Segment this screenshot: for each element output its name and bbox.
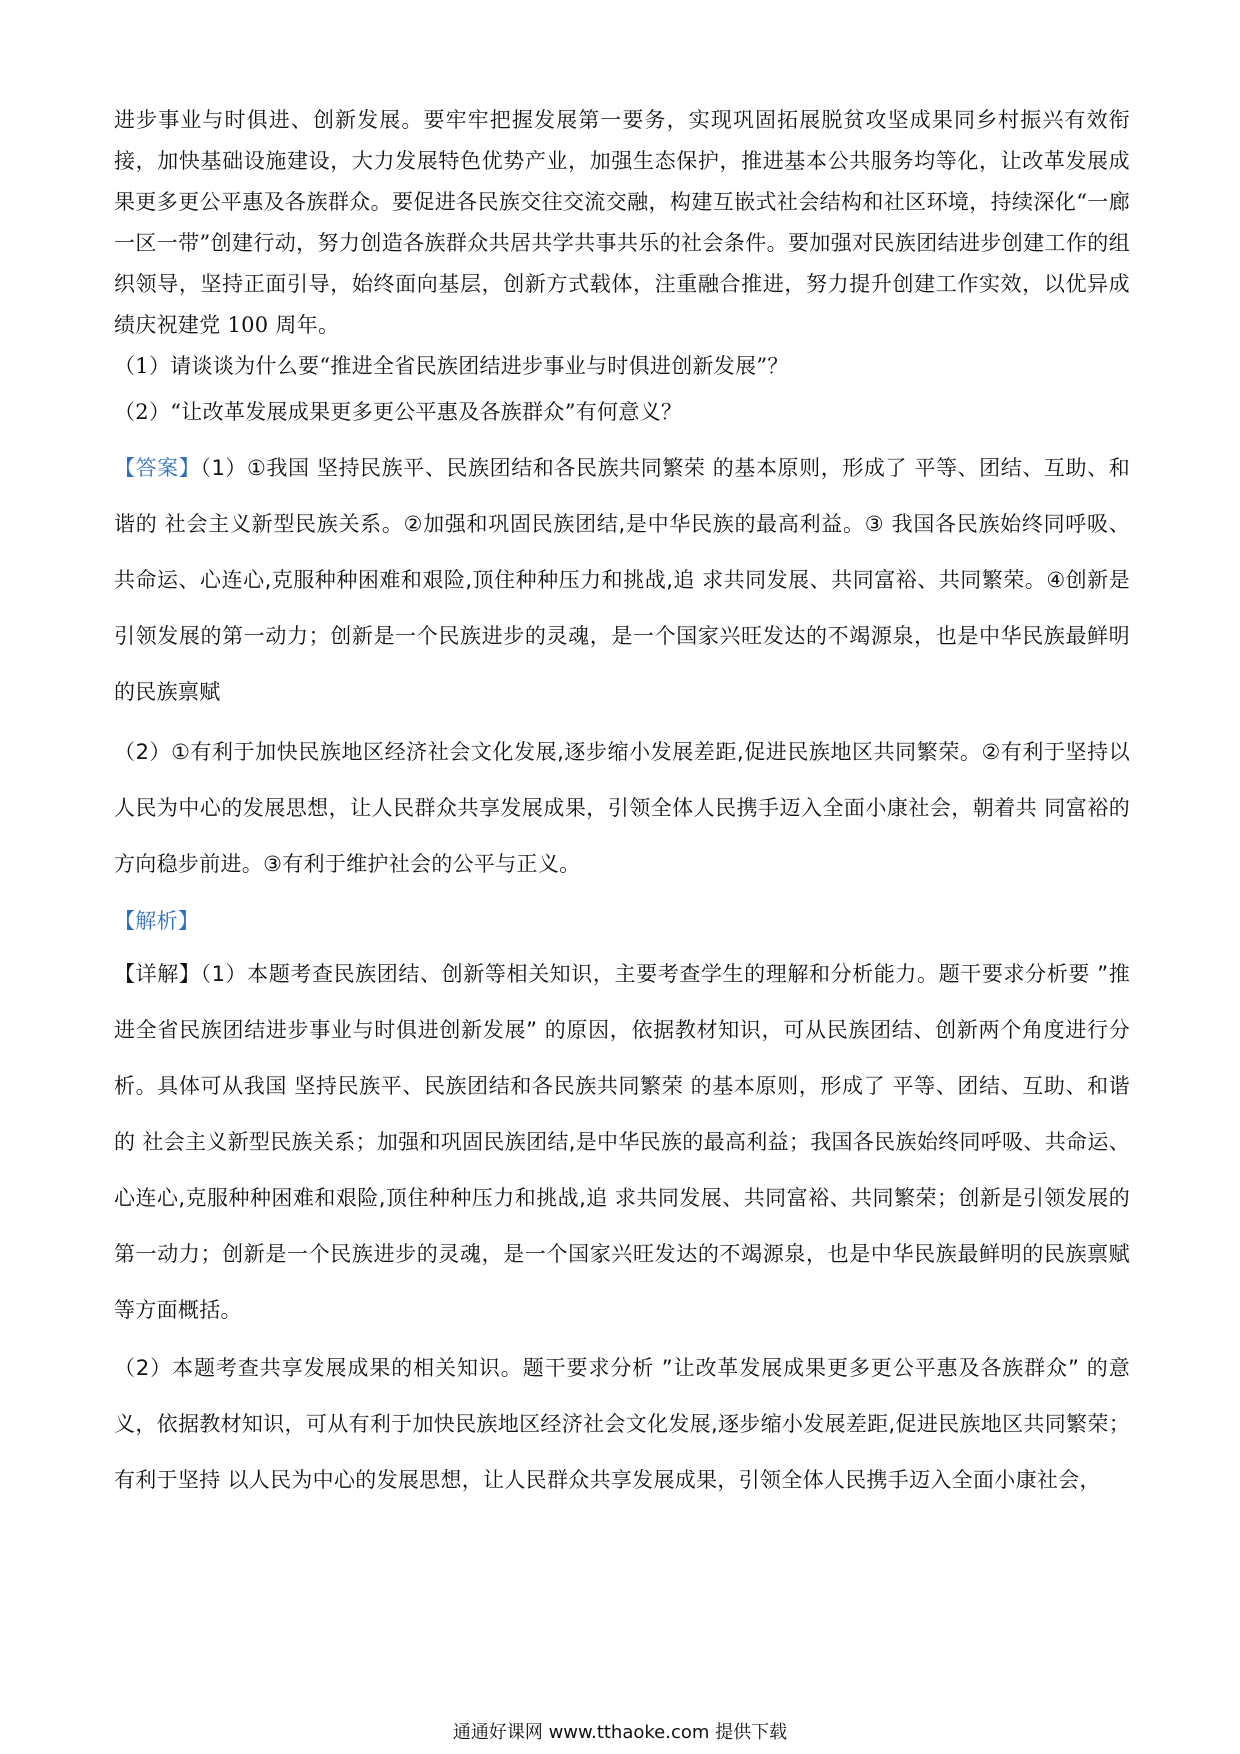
question-stem: 进步事业与时俱进、创新发展。要牢牢把握发展第一要务，实现巩固拓展脱贫攻坚成果同乡村振兴有效衔接，加快基础设施建设，大力发展特色优势产业，加强生态保护，推进基本公共服务均等化，让改革发展成果更多更公平惠及各族群众。要促进各民族交往交流交融，构建互嵌式社会结构和社区环境，持续深化“一廊一区一带”创建行动，努力创造各族群众共居共学共事共乐的社会条件。要加强对民族团结进步创建工作的组织领导，坚持正面引导，始终面向基层，创新方式载体，注重融合推进，努力提升创建工作实效，以优异成绩庆祝建党 100 周年。 — [114, 108, 1130, 337]
answer-label: 【答案】 — [114, 456, 201, 480]
analysis-part-1-text: （1）本题考查民族团结、创新等相关知识，主要考查学生的理解和分析能力。题干要求分析要 ”推进全省民族团结进步事业与时俱进创新发展” 的原因，依据教材知识，可从民族团结、创新两个角度进行分析。具体可从我国 坚持民族平、民族团结和各民族共同繁荣 的基本原则，形成了 平等、团结、互助、和谐的 社会主义新型民族关系；加强和巩固民族团结,是中华民族的最高利益；我国各民族始终同呼吸、共命运、心连心,克服种种困难和艰险,顶住种种压力和挑战,追 求共同发展、共同富裕、共同繁荣；创新是引领发展的第一动力；创新是一个民族进步的灵魂，是一个国家兴旺发达的不竭源泉，也是中华民族最鲜明的民族禀赋等方面概括。 — [114, 962, 1130, 1322]
answer-part-2: （2）①有利于加快民族地区经济社会文化发展,逐步缩小发展差距,促进民族地区共同繁荣。②有利于坚持以人民为中心的发展思想，让人民群众共享发展成果，引领全体人民携手迈入全面小康社会，朝着共 同富裕的方向稳步前进。③有利于维护社会的公平与正义。 — [114, 740, 1130, 876]
detail-label: 【详解】 — [114, 962, 201, 986]
analysis-part-2: （2）本题考查共享发展成果的相关知识。题干要求分析 ”让改革发展成果更多更公平惠及各族群众” 的意义，依据教材知识，可从有利于加快民族地区经济社会文化发展,逐步缩小发展差距,促进民族地区共同繁荣；有利于坚持 以人民为中心的发展思想，让人民群众共享发展成果，引领全体人民携手迈入全面小康社会， — [114, 1356, 1130, 1492]
answer-part-1-text: （1）①我国 坚持民族平、民族团结和各民族共同繁荣 的基本原则，形成了 平等、团结、互助、和谐的 社会主义新型民族关系。②加强和巩固民族团结,是中华民族的最高利益。③ 我国各民族始终同呼吸、共命运、心连心,克服种种困难和艰险,顶住种种压力和挑战,追 求共同发展、共同富裕、共同繁荣。④创新是引领发展的第一动力；创新是一个民族进步的灵魂，是一个国家兴旺发达的不竭源泉，也是中华民族最鲜明的民族禀赋 — [114, 456, 1130, 704]
analysis-label: 【解析】 — [114, 909, 200, 933]
question-2: （2）“让改革发展成果更多更公平惠及各族群众”有何意义？ — [114, 400, 683, 424]
document-body — [114, 100, 1130, 1508]
answer-part-1 — [114, 440, 1130, 720]
analysis-part-1 — [114, 946, 1130, 1338]
question-1: （1）请谈谈为什么要“推进全省民族团结进步事业与时俱进创新发展”？ — [114, 354, 789, 378]
footer-source: 通通好课网 www.tthaoke.com 提供下载 — [452, 1722, 788, 1743]
